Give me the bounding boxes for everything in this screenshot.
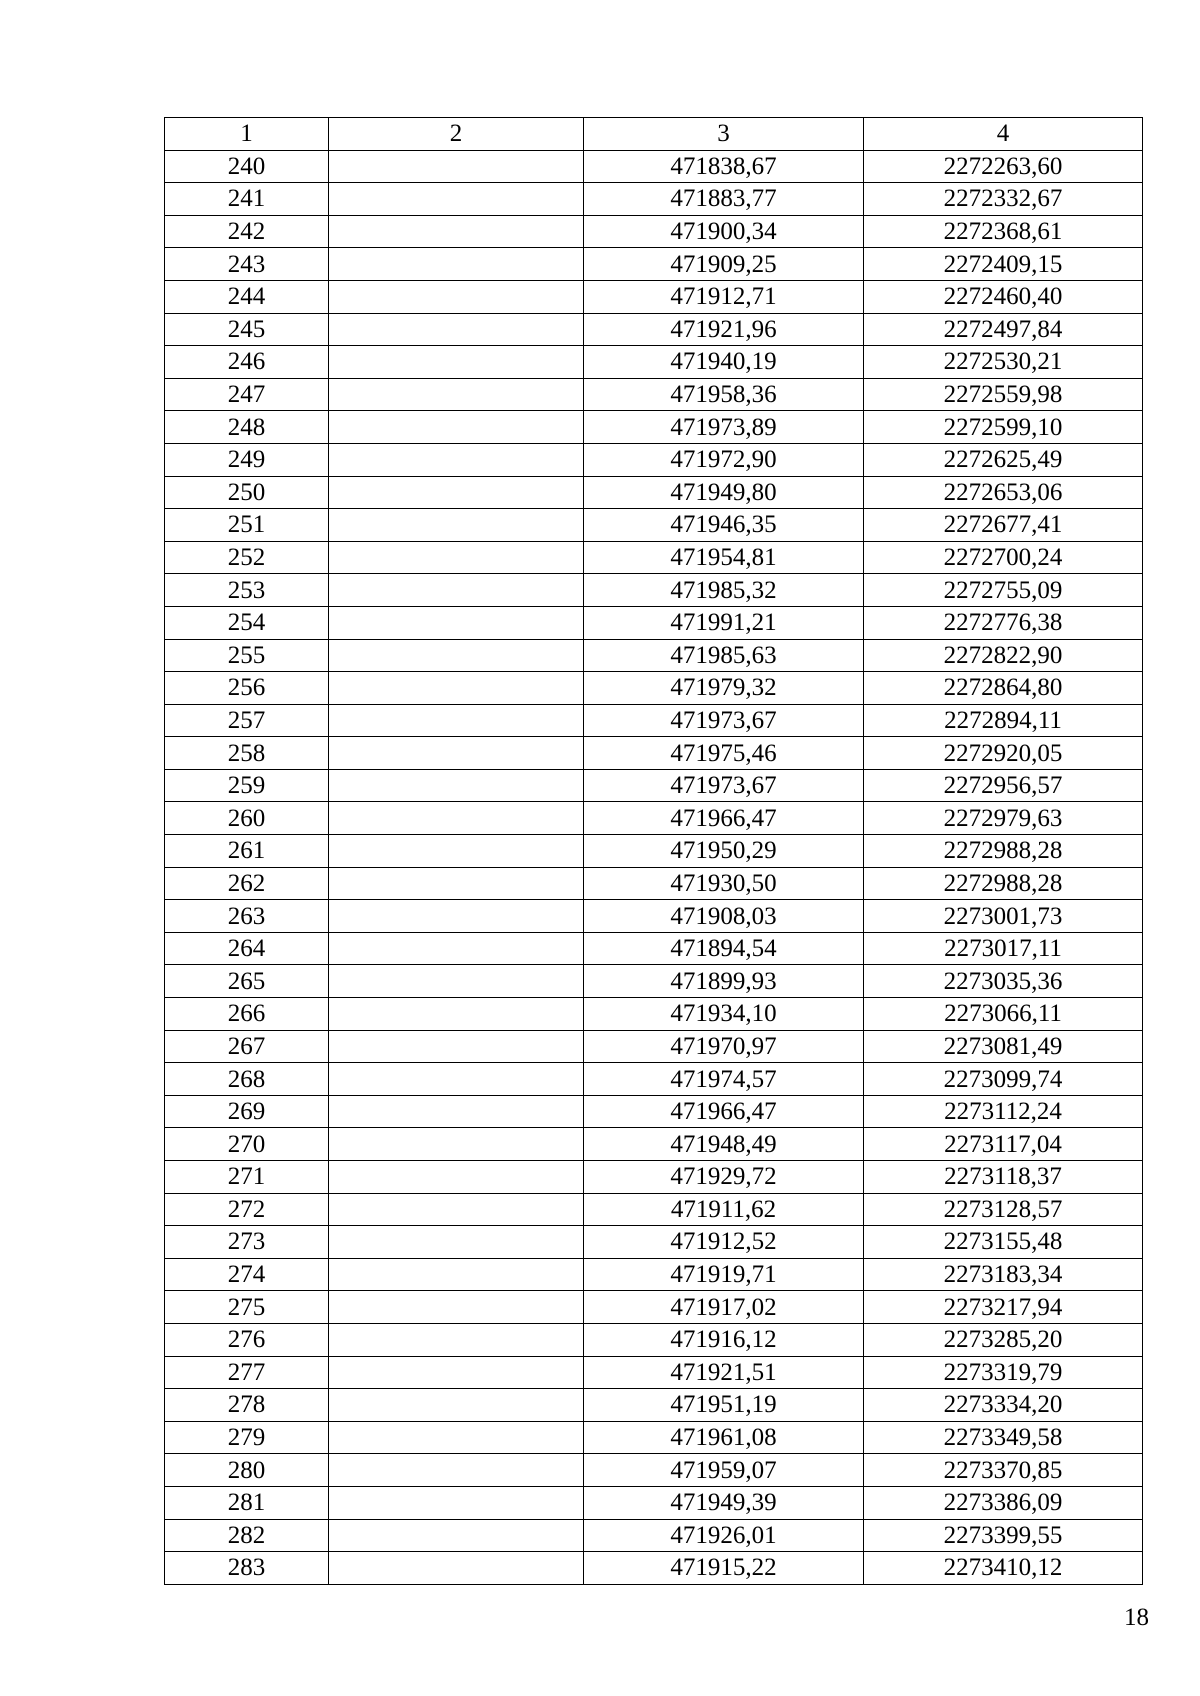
coordinate-y-cell: 2272700,24	[864, 541, 1143, 574]
coordinate-y-cell: 2273066,11	[864, 998, 1143, 1031]
row-number-cell: 252	[165, 541, 329, 574]
row-number-cell: 241	[165, 183, 329, 216]
coordinate-y-cell: 2273217,94	[864, 1291, 1143, 1324]
coordinate-x-cell: 471912,52	[584, 1226, 864, 1259]
table-row	[165, 346, 1143, 379]
row-number-cell: 274	[165, 1258, 329, 1291]
row-number-cell: 261	[165, 835, 329, 868]
coordinate-x-cell: 471950,29	[584, 835, 864, 868]
table-row	[165, 443, 1143, 476]
row-number-cell: 246	[165, 346, 329, 379]
coordinate-x-cell: 471970,97	[584, 1030, 864, 1063]
coordinate-y-cell: 2272822,90	[864, 639, 1143, 672]
table-row	[165, 1128, 1143, 1161]
column-2-cell	[329, 1063, 584, 1096]
row-number-cell: 243	[165, 248, 329, 281]
coordinate-x-cell: 471930,50	[584, 867, 864, 900]
table-row	[165, 1356, 1143, 1389]
coordinate-x-cell: 471916,12	[584, 1323, 864, 1356]
coordinate-y-cell: 2272864,80	[864, 672, 1143, 705]
row-number-cell: 269	[165, 1095, 329, 1128]
coordinate-y-cell: 2272460,40	[864, 280, 1143, 313]
coordinate-x-cell: 471973,67	[584, 704, 864, 737]
row-number-cell: 276	[165, 1323, 329, 1356]
header-row	[165, 118, 1143, 151]
coordinate-y-cell: 2272988,28	[864, 835, 1143, 868]
coordinate-x-cell: 471946,35	[584, 509, 864, 542]
coordinate-y-cell: 2272979,63	[864, 802, 1143, 835]
table-row	[165, 541, 1143, 574]
table-row	[165, 150, 1143, 183]
table-row	[165, 737, 1143, 770]
table-row	[165, 998, 1143, 1031]
coordinate-x-cell: 471915,22	[584, 1552, 864, 1585]
table-row	[165, 1323, 1143, 1356]
row-number-cell: 267	[165, 1030, 329, 1063]
coordinate-y-cell: 2272894,11	[864, 704, 1143, 737]
table-row	[165, 639, 1143, 672]
coordinate-y-cell: 2272677,41	[864, 509, 1143, 542]
row-number-cell: 281	[165, 1486, 329, 1519]
table-row	[165, 1421, 1143, 1454]
row-number-cell: 248	[165, 411, 329, 444]
table-row	[165, 932, 1143, 965]
row-number-cell: 266	[165, 998, 329, 1031]
row-number-cell: 256	[165, 672, 329, 705]
table-row	[165, 1291, 1143, 1324]
coordinate-x-cell: 471948,49	[584, 1128, 864, 1161]
coordinate-x-cell: 471908,03	[584, 900, 864, 933]
column-2-cell	[329, 313, 584, 346]
column-2-cell	[329, 1486, 584, 1519]
row-number-cell: 259	[165, 769, 329, 802]
row-number-cell: 260	[165, 802, 329, 835]
row-number-cell: 279	[165, 1421, 329, 1454]
coordinate-y-cell: 2272497,84	[864, 313, 1143, 346]
coordinate-y-cell: 2273386,09	[864, 1486, 1143, 1519]
column-2-cell	[329, 1552, 584, 1585]
column-2-cell	[329, 835, 584, 868]
header-cell-col-1: 1	[165, 118, 329, 151]
column-2-cell	[329, 1128, 584, 1161]
row-number-cell: 271	[165, 1161, 329, 1194]
row-number-cell: 278	[165, 1389, 329, 1422]
column-2-cell	[329, 639, 584, 672]
column-2-cell	[329, 1454, 584, 1487]
coordinate-y-cell: 2273319,79	[864, 1356, 1143, 1389]
table-row	[165, 900, 1143, 933]
coordinate-x-cell: 471975,46	[584, 737, 864, 770]
table-row	[165, 574, 1143, 607]
column-2-cell	[329, 150, 584, 183]
column-2-cell	[329, 280, 584, 313]
coordinate-y-cell: 2272332,67	[864, 183, 1143, 216]
table-row	[165, 704, 1143, 737]
coordinate-y-cell: 2273117,04	[864, 1128, 1143, 1161]
coordinate-y-cell: 2272653,06	[864, 476, 1143, 509]
table-row	[165, 1063, 1143, 1096]
row-number-cell: 270	[165, 1128, 329, 1161]
table-row	[165, 280, 1143, 313]
column-2-cell	[329, 215, 584, 248]
coordinate-y-cell: 2273099,74	[864, 1063, 1143, 1096]
coordinate-x-cell: 471949,39	[584, 1486, 864, 1519]
column-2-cell	[329, 1095, 584, 1128]
coordinate-x-cell: 471900,34	[584, 215, 864, 248]
coordinate-y-cell: 2273035,36	[864, 965, 1143, 998]
column-2-cell	[329, 1356, 584, 1389]
column-2-cell	[329, 346, 584, 379]
table-row	[165, 411, 1143, 444]
table-row	[165, 1486, 1143, 1519]
coordinate-y-cell: 2273155,48	[864, 1226, 1143, 1259]
table-row	[165, 672, 1143, 705]
coordinate-x-cell: 471909,25	[584, 248, 864, 281]
column-2-cell	[329, 248, 584, 281]
coordinate-y-cell: 2273370,85	[864, 1454, 1143, 1487]
column-2-cell	[329, 1323, 584, 1356]
coordinate-y-cell: 2273183,34	[864, 1258, 1143, 1291]
coordinate-x-cell: 471838,67	[584, 150, 864, 183]
table-row	[165, 1095, 1143, 1128]
table-row	[165, 313, 1143, 346]
coordinate-x-cell: 471985,63	[584, 639, 864, 672]
column-2-cell	[329, 574, 584, 607]
coordinate-x-cell: 471917,02	[584, 1291, 864, 1324]
table-row	[165, 509, 1143, 542]
coordinate-x-cell: 471961,08	[584, 1421, 864, 1454]
coordinate-y-cell: 2272599,10	[864, 411, 1143, 444]
column-2-cell	[329, 509, 584, 542]
row-number-cell: 275	[165, 1291, 329, 1324]
column-2-cell	[329, 606, 584, 639]
column-2-cell	[329, 769, 584, 802]
coordinate-y-cell: 2272625,49	[864, 443, 1143, 476]
coordinate-y-cell: 2273128,57	[864, 1193, 1143, 1226]
table-row	[165, 1519, 1143, 1552]
column-2-cell	[329, 378, 584, 411]
coordinate-x-cell: 471926,01	[584, 1519, 864, 1552]
coordinate-x-cell: 471883,77	[584, 183, 864, 216]
coordinate-x-cell: 471911,62	[584, 1193, 864, 1226]
column-2-cell	[329, 737, 584, 770]
coordinate-x-cell: 471912,71	[584, 280, 864, 313]
row-number-cell: 253	[165, 574, 329, 607]
row-number-cell: 245	[165, 313, 329, 346]
coordinate-x-cell: 471972,90	[584, 443, 864, 476]
coordinate-x-cell: 471974,57	[584, 1063, 864, 1096]
row-number-cell: 255	[165, 639, 329, 672]
row-number-cell: 244	[165, 280, 329, 313]
row-number-cell: 265	[165, 965, 329, 998]
coordinate-x-cell: 471940,19	[584, 346, 864, 379]
coordinate-x-cell: 471966,47	[584, 1095, 864, 1128]
header-cell-col-3: 3	[584, 118, 864, 151]
table-row	[165, 1552, 1143, 1585]
column-2-cell	[329, 704, 584, 737]
table-row	[165, 476, 1143, 509]
column-2-cell	[329, 476, 584, 509]
table-row	[165, 606, 1143, 639]
column-2-cell	[329, 1193, 584, 1226]
row-number-cell: 283	[165, 1552, 329, 1585]
coordinate-y-cell: 2273081,49	[864, 1030, 1143, 1063]
coordinate-y-cell: 2273334,20	[864, 1389, 1143, 1422]
table-row	[165, 1030, 1143, 1063]
column-2-cell	[329, 900, 584, 933]
coordinate-y-cell: 2273349,58	[864, 1421, 1143, 1454]
header-cell-col-2: 2	[329, 118, 584, 151]
column-2-cell	[329, 998, 584, 1031]
row-number-cell: 249	[165, 443, 329, 476]
header-cell-col-4: 4	[864, 118, 1143, 151]
column-2-cell	[329, 1389, 584, 1422]
table-row	[165, 965, 1143, 998]
table-row	[165, 1454, 1143, 1487]
column-2-cell	[329, 411, 584, 444]
column-2-cell	[329, 1519, 584, 1552]
row-number-cell: 258	[165, 737, 329, 770]
table-row	[165, 769, 1143, 802]
coordinate-x-cell: 471991,21	[584, 606, 864, 639]
table-row	[165, 835, 1143, 868]
coordinate-x-cell: 471899,93	[584, 965, 864, 998]
column-2-cell	[329, 802, 584, 835]
column-2-cell	[329, 1421, 584, 1454]
row-number-cell: 247	[165, 378, 329, 411]
coordinate-x-cell: 471919,71	[584, 1258, 864, 1291]
column-2-cell	[329, 1291, 584, 1324]
table-row	[165, 867, 1143, 900]
column-2-cell	[329, 867, 584, 900]
coordinate-x-cell: 471959,07	[584, 1454, 864, 1487]
coordinate-x-cell: 471985,32	[584, 574, 864, 607]
coordinate-x-cell: 471894,54	[584, 932, 864, 965]
row-number-cell: 250	[165, 476, 329, 509]
coordinate-y-cell: 2273017,11	[864, 932, 1143, 965]
row-number-cell: 264	[165, 932, 329, 965]
column-2-cell	[329, 541, 584, 574]
coordinate-x-cell: 471973,67	[584, 769, 864, 802]
coordinate-y-cell: 2272559,98	[864, 378, 1143, 411]
coordinate-y-cell: 2273001,73	[864, 900, 1143, 933]
table-row	[165, 1193, 1143, 1226]
column-2-cell	[329, 965, 584, 998]
column-2-cell	[329, 672, 584, 705]
table-row	[165, 802, 1143, 835]
row-number-cell: 242	[165, 215, 329, 248]
table-row	[165, 215, 1143, 248]
column-2-cell	[329, 1226, 584, 1259]
coordinate-x-cell: 471958,36	[584, 378, 864, 411]
row-number-cell: 272	[165, 1193, 329, 1226]
page-number: 18	[1124, 1604, 1149, 1631]
row-number-cell: 277	[165, 1356, 329, 1389]
table-row	[165, 183, 1143, 216]
row-number-cell: 257	[165, 704, 329, 737]
coordinate-y-cell: 2273118,37	[864, 1161, 1143, 1194]
coordinate-y-cell: 2272776,38	[864, 606, 1143, 639]
row-number-cell: 251	[165, 509, 329, 542]
coordinate-y-cell: 2272530,21	[864, 346, 1143, 379]
coordinate-x-cell: 471949,80	[584, 476, 864, 509]
column-2-cell	[329, 1161, 584, 1194]
row-number-cell: 273	[165, 1226, 329, 1259]
coordinate-x-cell: 471954,81	[584, 541, 864, 574]
coordinate-x-cell: 471973,89	[584, 411, 864, 444]
column-2-cell	[329, 932, 584, 965]
coordinate-y-cell: 2272755,09	[864, 574, 1143, 607]
coordinate-x-cell: 471966,47	[584, 802, 864, 835]
column-2-cell	[329, 443, 584, 476]
table-row	[165, 1389, 1143, 1422]
coordinate-x-cell: 471921,51	[584, 1356, 864, 1389]
row-number-cell: 282	[165, 1519, 329, 1552]
table-row	[165, 1258, 1143, 1291]
row-number-cell: 268	[165, 1063, 329, 1096]
row-number-cell: 263	[165, 900, 329, 933]
coordinate-y-cell: 2272920,05	[864, 737, 1143, 770]
coordinate-x-cell: 471934,10	[584, 998, 864, 1031]
coordinate-x-cell: 471929,72	[584, 1161, 864, 1194]
coordinate-y-cell: 2272956,57	[864, 769, 1143, 802]
coordinate-y-cell: 2272988,28	[864, 867, 1143, 900]
coordinate-x-cell: 471979,32	[584, 672, 864, 705]
coordinates-table	[164, 117, 1143, 1585]
coordinate-y-cell: 2273112,24	[864, 1095, 1143, 1128]
row-number-cell: 280	[165, 1454, 329, 1487]
coordinate-y-cell: 2273285,20	[864, 1323, 1143, 1356]
coordinate-y-cell: 2273399,55	[864, 1519, 1143, 1552]
coordinate-y-cell: 2272263,60	[864, 150, 1143, 183]
table-row	[165, 1226, 1143, 1259]
coordinate-x-cell: 471951,19	[584, 1389, 864, 1422]
table-body	[165, 150, 1143, 1584]
column-2-cell	[329, 1030, 584, 1063]
row-number-cell: 254	[165, 606, 329, 639]
coordinate-y-cell: 2272409,15	[864, 248, 1143, 281]
table-row	[165, 1161, 1143, 1194]
column-2-cell	[329, 1258, 584, 1291]
row-number-cell: 262	[165, 867, 329, 900]
coordinate-y-cell: 2273410,12	[864, 1552, 1143, 1585]
row-number-cell: 240	[165, 150, 329, 183]
coordinate-x-cell: 471921,96	[584, 313, 864, 346]
coordinate-y-cell: 2272368,61	[864, 215, 1143, 248]
column-2-cell	[329, 183, 584, 216]
table-row	[165, 378, 1143, 411]
table-row	[165, 248, 1143, 281]
